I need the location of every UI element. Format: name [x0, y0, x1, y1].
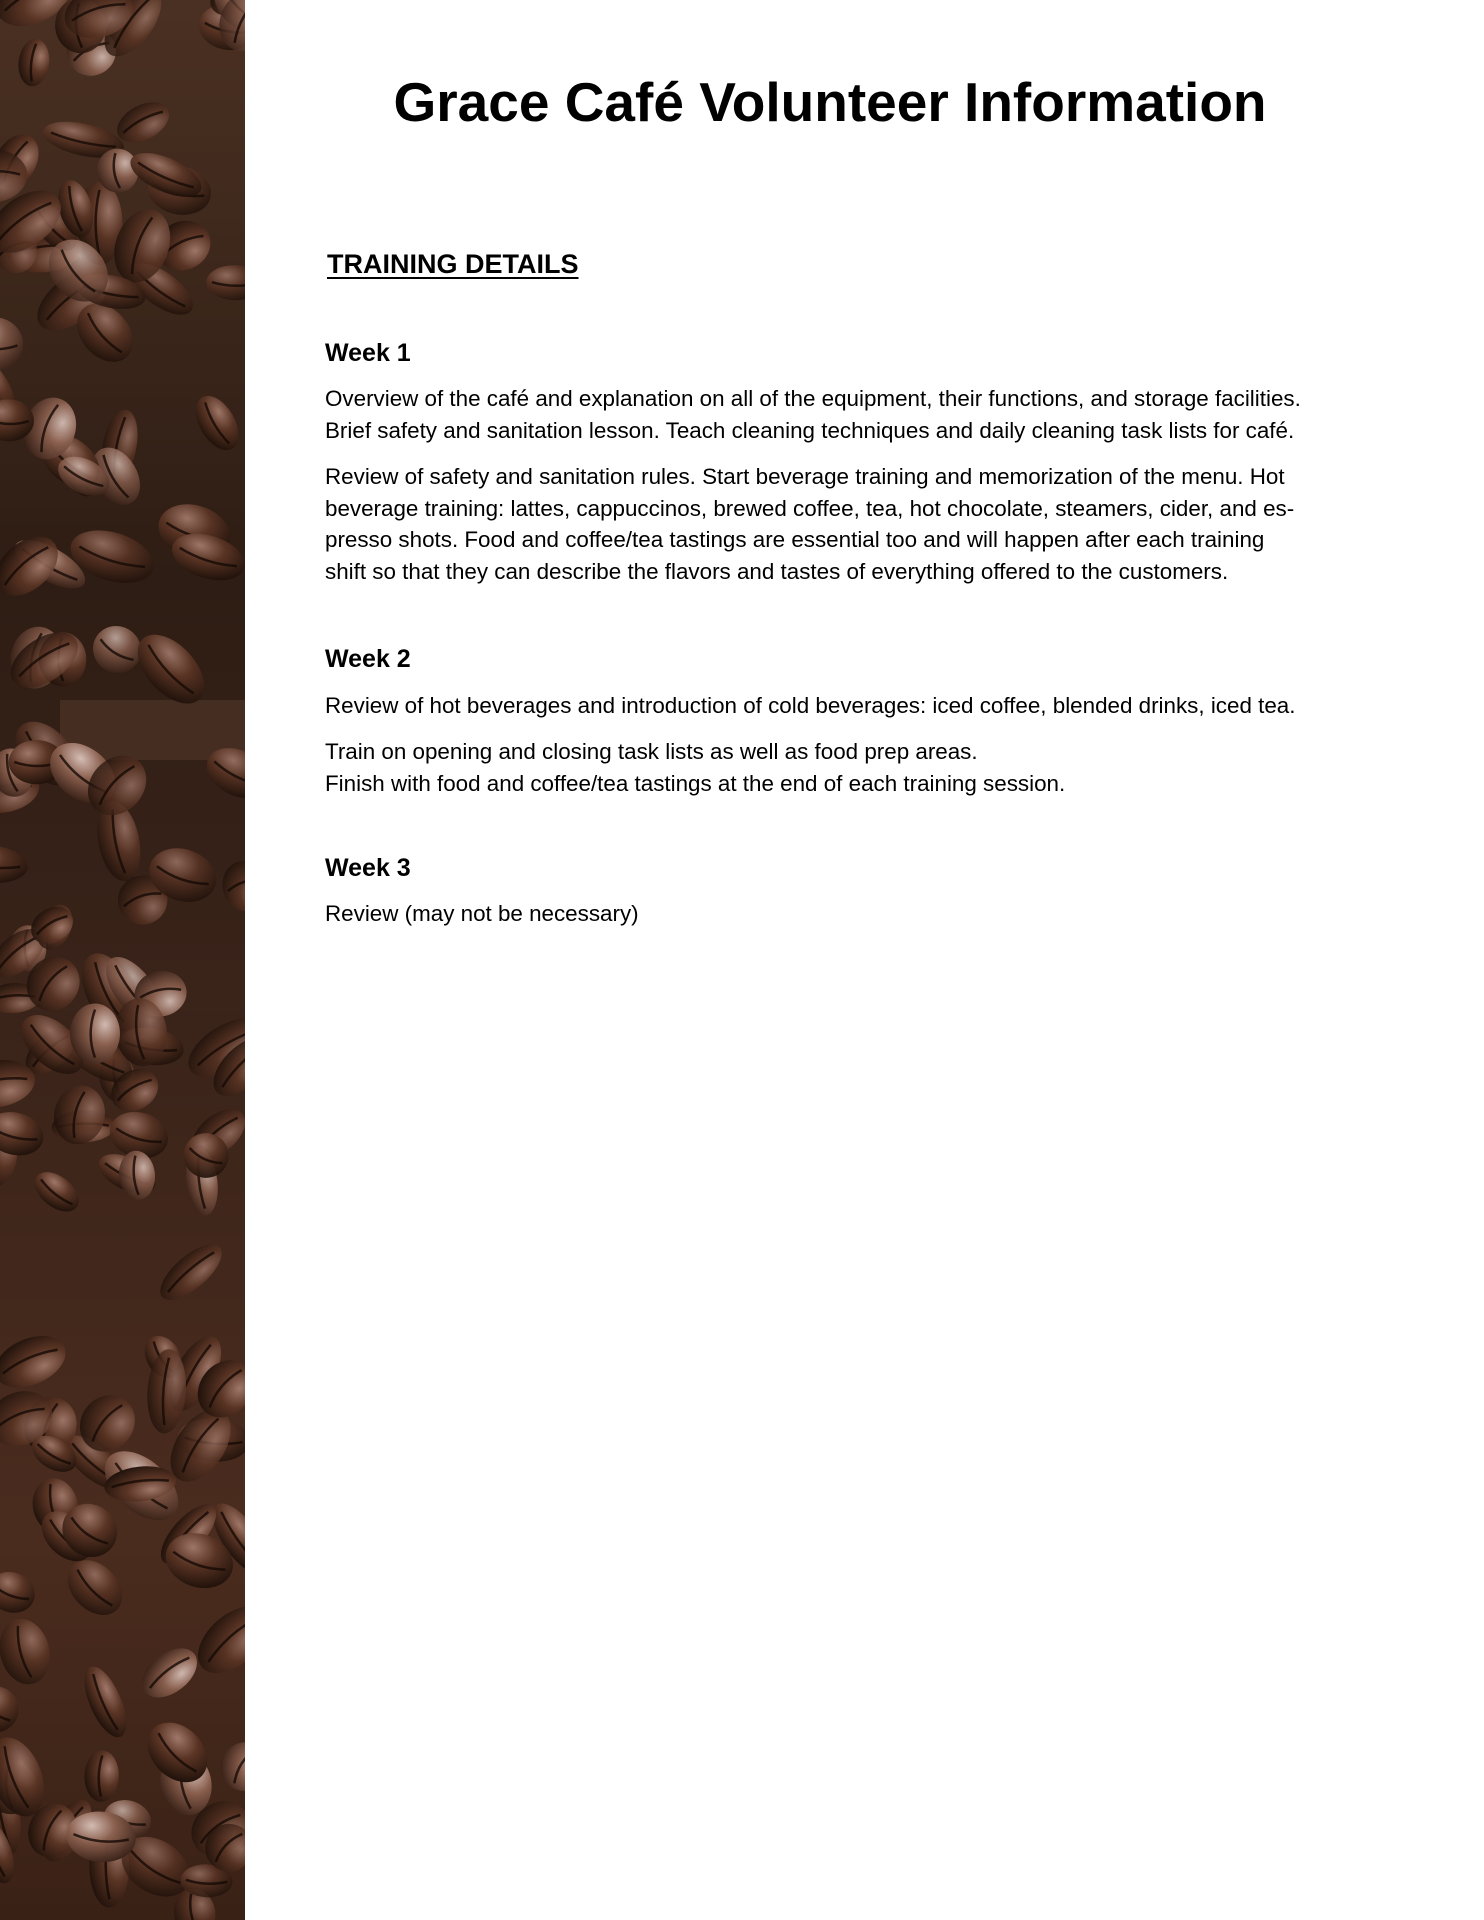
page-title: Grace Café Volunteer Information: [393, 71, 1267, 133]
week-3-paragraph-1: Review (may not be necessary): [325, 901, 639, 926]
week-3-title: Week 3: [325, 854, 411, 882]
week-1-title: Week 1: [325, 339, 411, 367]
coffee-beans-photo: [0, 0, 245, 1920]
section-heading: TRAINING DETAILS: [327, 249, 579, 279]
document-content: [245, 0, 1484, 1920]
week-1-paragraph-1: Overview of the café and explanation on all of the equipment, their functions, and storage facilities. Brief safety and sanitation lesson. Teach cleaning techniques and daily cleaning task lists for café.: [325, 386, 1301, 443]
week-2-paragraph-1: Review of hot beverages and introduction of cold beverages: iced coffee, blended drinks, iced tea.: [325, 693, 1296, 718]
coffee-bean: [70, 1003, 120, 1063]
week-1-paragraph-2: Review of safety and sanitation rules. Start beverage training and memorization of the menu. Hot beverage training: lattes, cappuccinos, brewed coffee, tea, hot chocolate, steamers, cider, and es- presso shots. Food and coffee/tea tastings are essential too and will happen after each training shift so that they can describe the flavors and tastes of everything offered to the customers.: [325, 464, 1295, 584]
week-2-title: Week 2: [325, 645, 411, 673]
week-2-paragraph-2: Train on opening and closing task lists as well as food prep areas. Finish with food and coffee/tea tastings at the end of each training session.: [325, 739, 1066, 796]
